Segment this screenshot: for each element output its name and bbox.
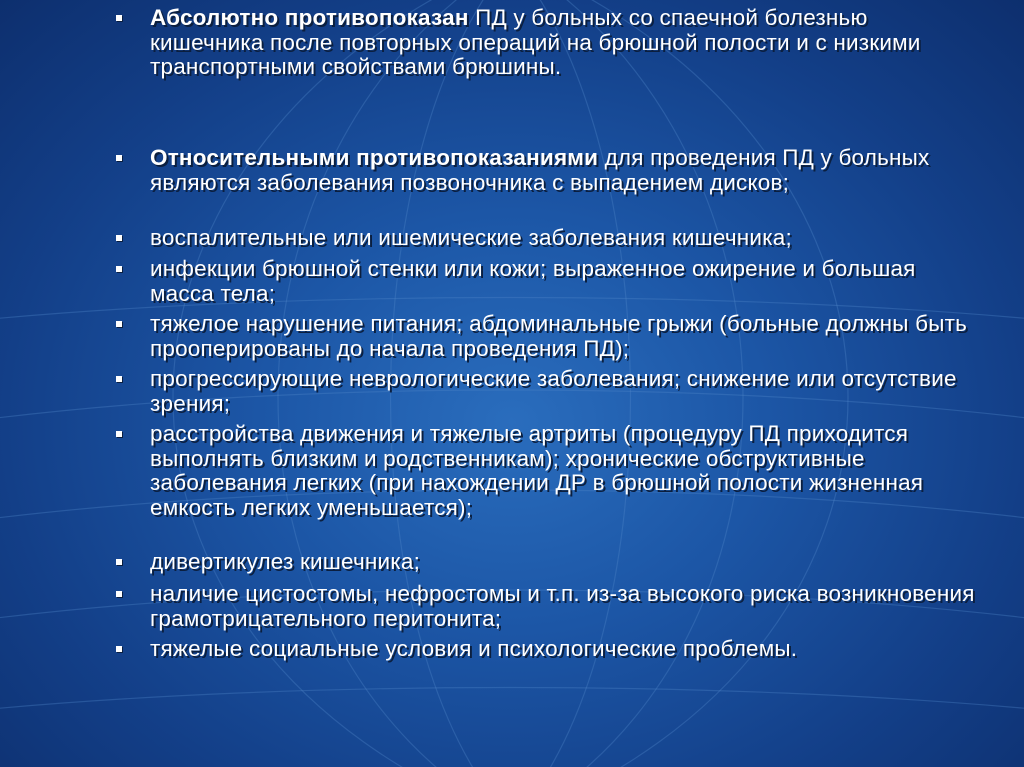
bullet-text: тяжелое нарушение питания; абдоминальные грыжи (больные должны быть прооперированы до начала проведения ПД); [150, 311, 967, 361]
bullet-marker [116, 431, 122, 437]
bullet-marker [116, 15, 122, 21]
bullet-item [116, 226, 976, 251]
bullet-item [116, 367, 976, 416]
bullet-marker [116, 235, 122, 241]
bullet-item [116, 582, 976, 631]
bullet-item [116, 550, 976, 575]
bullet-item [116, 146, 976, 195]
bullet-marker [116, 591, 122, 597]
bullet-item [116, 637, 976, 662]
bullet-text: инфекции брюшной стенки или кожи; выраженное ожирение и большая масса тела; [150, 256, 916, 306]
bullet-marker [116, 376, 122, 382]
bullet-text: воспалительные или ишемические заболевания кишечника; [150, 225, 792, 250]
bullet-marker [116, 155, 122, 161]
bullet-text: прогрессирующие неврологические заболевания; снижение или отсутствие зрения; [150, 366, 957, 416]
bullet-item [116, 257, 976, 306]
bullet-marker [116, 559, 122, 565]
bullet-text: Относительными противопоказаниями для проведения ПД у больных являются заболевания позвоночника с выпадением дисков; [150, 145, 930, 195]
bullet-text: расстройства движения и тяжелые артриты (процедуру ПД приходится выполнять близким и родственникам); хронические обструктивные заболевания легких (при нахождении ДР в брюшной полости жизненная емкость легких уменьшается); [150, 421, 924, 520]
bullet-text: тяжелые социальные условия и психологические проблемы. [150, 636, 798, 661]
bullet-marker [116, 266, 122, 272]
bullet-item [116, 422, 976, 520]
bullet-text: дивертикулез кишечника; [150, 549, 421, 574]
bullet-item [116, 312, 976, 361]
bullet-marker [116, 321, 122, 327]
bullet-marker [116, 646, 122, 652]
bullet-item [116, 6, 976, 80]
bullet-text: наличие цистостомы, нефростомы и т.п. из-за высокого риска возникновения грамотрицательного перитонита; [150, 581, 975, 631]
bullet-text: Абсолютно противопоказан ПД у больных со спаечной болезнью кишечника после повторных операций на брюшной полости и с низкими транспортными свойствами брюшины. [150, 5, 921, 79]
